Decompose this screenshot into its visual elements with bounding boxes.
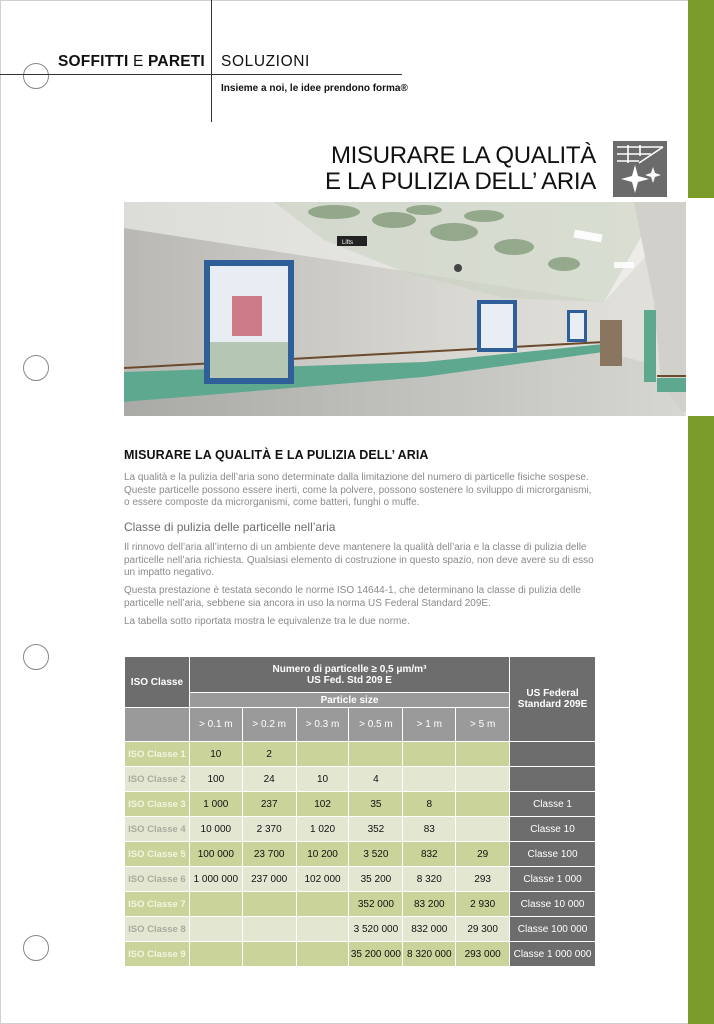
header-size: > 0.1 m [189, 708, 242, 742]
cell [403, 742, 456, 767]
corridor-photo [124, 202, 686, 416]
cell: 83 [403, 817, 456, 842]
cell: 237 [242, 792, 296, 817]
cell [456, 792, 510, 817]
cell: 100 000 [189, 842, 242, 867]
row-label: ISO Classe 1 [125, 742, 190, 767]
iso-classes-table [124, 656, 596, 967]
cell: 35 200 000 [349, 942, 403, 967]
cell [456, 767, 510, 792]
row-label: ISO Classe 4 [125, 817, 190, 842]
page-title-line-1: MISURARE LA QUALITÀ [330, 142, 596, 169]
us-class-cell [510, 742, 596, 767]
cell: 29 [456, 842, 510, 867]
row-label: ISO Classe 8 [125, 917, 190, 942]
cell: 1 000 000 [189, 867, 242, 892]
header-us-line-2: Standard 209E [517, 699, 588, 710]
cell: 2 370 [242, 817, 296, 842]
binder-hole-2 [23, 355, 49, 381]
header-size: > 5 m [456, 708, 510, 742]
side-accent-top [688, 0, 714, 198]
binder-hole-3 [23, 644, 49, 670]
cell [296, 892, 349, 917]
cell [296, 742, 349, 767]
cell [242, 917, 296, 942]
cell: 8 [403, 792, 456, 817]
cell: 352 000 [349, 892, 403, 917]
table-intro-paragraph: La tabella sotto riportata mostra le equivalenze tra le due norme. [124, 616, 410, 627]
table-row [125, 742, 596, 767]
lifts-sign-text: Lifts [342, 240, 354, 246]
table-row [125, 817, 596, 842]
cell [242, 892, 296, 917]
header-size: > 0.5 m [349, 708, 403, 742]
header-size: > 1 m [403, 708, 456, 742]
cell: 352 [349, 817, 403, 842]
brand-word-pareti: PARETI [148, 53, 205, 70]
cell: 35 [349, 792, 403, 817]
cell: 100 [189, 767, 242, 792]
us-class-cell: Classe 1 [510, 792, 596, 817]
cell [189, 942, 242, 967]
brand-word-soffitti: SOFFITTI [58, 53, 129, 70]
cell: 29 300 [456, 917, 510, 942]
cell: 35 200 [349, 867, 403, 892]
cell: 3 520 000 [349, 917, 403, 942]
header-size: > 0.3 m [296, 708, 349, 742]
us-class-cell: Classe 1 000 [510, 867, 596, 892]
air-quality-icon [613, 141, 667, 197]
header-size: > 0.2 m [242, 708, 296, 742]
brand-soluzioni: SOLUZIONI [221, 53, 310, 70]
us-class-cell: Classe 1 000 000 [510, 942, 596, 967]
cell [242, 942, 296, 967]
cell: 10 [189, 742, 242, 767]
page-title [325, 143, 596, 195]
header-rule-horizontal [0, 74, 402, 75]
brand-logo-text [58, 53, 205, 71]
cell [456, 742, 510, 767]
cell: 3 520 [349, 842, 403, 867]
cell: 2 930 [456, 892, 510, 917]
section-title: MISURARE LA QUALITÀ E LA PULIZIA DELL’ ARIA [124, 448, 429, 462]
page-title-line-2: E LA PULIZIA DELL’ ARIA [324, 168, 596, 195]
header-numero-particelle [189, 657, 509, 693]
cell: 102 000 [296, 867, 349, 892]
binder-hole-4 [23, 935, 49, 961]
cell: 24 [242, 767, 296, 792]
cell: 237 000 [242, 867, 296, 892]
cell: 10 000 [189, 817, 242, 842]
header-particle-size: Particle size [189, 693, 509, 708]
cell: 832 000 [403, 917, 456, 942]
header-numero-line-1: Numero di particelle ≥ 0,5 μm/m³ [272, 663, 427, 675]
cell [189, 917, 242, 942]
table-row [125, 767, 596, 792]
brand-tagline: Insieme a noi, le idee prendono forma® [221, 83, 408, 94]
cell: 1 020 [296, 817, 349, 842]
cell: 1 000 [189, 792, 242, 817]
header-iso-spacer [125, 708, 190, 742]
row-label: ISO Classe 5 [125, 842, 190, 867]
cell: 83 200 [403, 892, 456, 917]
cell: 23 700 [242, 842, 296, 867]
cell [456, 817, 510, 842]
cell: 2 [242, 742, 296, 767]
cell: 10 200 [296, 842, 349, 867]
header-iso-classe: ISO Classe [125, 657, 190, 708]
side-accent-gap [688, 198, 714, 416]
binder-hole-1 [23, 63, 49, 89]
cell [296, 917, 349, 942]
header-rule-vertical [211, 0, 212, 122]
table-row [125, 867, 596, 892]
table-row [125, 842, 596, 867]
cell: 832 [403, 842, 456, 867]
cell: 8 320 [403, 867, 456, 892]
header-us-line-1: US Federal [526, 688, 579, 699]
side-accent-bottom [688, 416, 714, 1024]
cell: 102 [296, 792, 349, 817]
cell: 4 [349, 767, 403, 792]
row-label: ISO Classe 9 [125, 942, 190, 967]
row-label: ISO Classe 6 [125, 867, 190, 892]
section-subtitle: Classe di pulizia delle particelle nell’aria [124, 520, 336, 534]
cell [189, 892, 242, 917]
row-label: ISO Classe 3 [125, 792, 190, 817]
renewal-paragraph: Il rinnovo dell’aria all’interno di un ambiente deve mantenere la qualità dell’aria e la classe di pulizia delle particelle nell’aria richiesta. Qualsiasi elemento di costruzione in questo spazio, non deve avere su di esso un impatto negativo. [124, 542, 594, 578]
table-row [125, 892, 596, 917]
row-label: ISO Classe 2 [125, 767, 190, 792]
cell [349, 742, 403, 767]
table-row [125, 792, 596, 817]
cell: 293 [456, 867, 510, 892]
cell: 293 000 [456, 942, 510, 967]
us-class-cell: Classe 10 [510, 817, 596, 842]
us-class-cell: Classe 100 000 [510, 917, 596, 942]
cell [296, 942, 349, 967]
table-row [125, 942, 596, 967]
us-class-cell: Classe 100 [510, 842, 596, 867]
table-row [125, 917, 596, 942]
us-class-cell [510, 767, 596, 792]
us-class-cell: Classe 10 000 [510, 892, 596, 917]
cell: 10 [296, 767, 349, 792]
cell: 8 320 000 [403, 942, 456, 967]
cell [403, 767, 456, 792]
intro-paragraph: La qualità e la pulizia dell’aria sono determinate dalla limitazione del numero di particelle fisiche sospese. Queste particelle possono essere inerti, come la polvere, possono sostenere lo sviluppo di microrganismi, o essere composte da microrganismi, come batteri, funghi o muffe. [124, 472, 592, 508]
side-accent-bar [688, 0, 714, 1024]
row-label: ISO Classe 7 [125, 892, 190, 917]
iso-standard-paragraph: Questa prestazione è testata secondo le norme ISO 14644-1, che determinano la classe di pulizia delle particelle nell’aria, sebbene sia ancora in uso la norma US Federal Standard 209E. [124, 585, 581, 609]
header-us-federal [510, 657, 596, 742]
header-numero-line-2: US Fed. Std 209 E [306, 674, 392, 686]
brand-word-e: E [128, 53, 149, 70]
